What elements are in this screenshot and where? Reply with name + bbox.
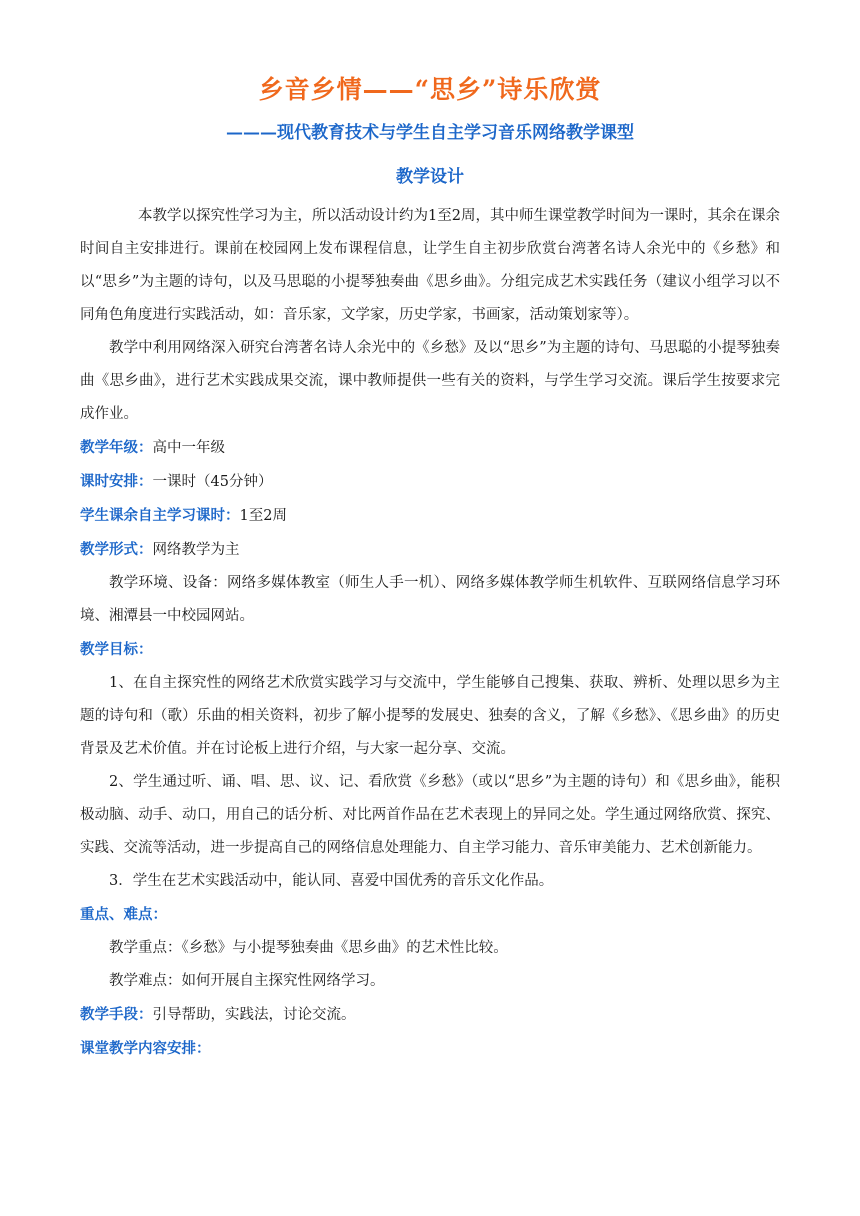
section-title: 教学设计: [396, 167, 464, 187]
arrangement-heading: [80, 1032, 780, 1066]
schedule-value: 一课时（45分钟）: [152, 474, 273, 490]
intro-paragraph-1: 本教学以探究性学习为主，所以活动设计约为1至2周，其中师生课堂教学时间为一课时，其余在课余时间自主安排进行。课前在校园网上发布课程信息，让学生自主初步欣赏台湾著名诗人余光中的《乡愁》和以“思乡”为主题的诗句，以及马思聪的小提琴独奏曲《思乡曲》。分组完成艺术实践任务（建议小组学习以不同角色角度进行实践活动，如：音乐家，文学家，历史学家，书画家，活动策划家等）。: [80, 208, 780, 323]
goal-item-2: 2、学生通过听、诵、唱、思、议、记、看欣赏《乡愁》（或以“思乡”为主题的诗句）和《思乡曲》，能积极动脑、动手、动口，用自己的话分析、对比两首作品在艺术表现上的异同之处。学生通过网络欣赏、探究、实践、交流等活动，进一步提高自己的网络信息处理能力、自主学习能力、音乐审美能力、艺术创新能力。: [80, 774, 780, 856]
key-points-heading: [80, 898, 780, 932]
document-title: 乡音乡情——“思乡”诗乐欣赏: [258, 75, 602, 104]
means-value: 引导帮助，实践法，讨论交流。: [152, 1007, 356, 1023]
grade-value: 高中一年级: [152, 440, 225, 456]
document-page: [80, 72, 780, 1066]
goals-label: 教学目标：: [80, 641, 153, 658]
document-subtitle: ———现代教育技术与学生自主学习音乐网络教学课型: [226, 123, 634, 143]
key-focus: 教学重点：《乡愁》与小提琴独奏曲《思乡曲》的艺术性比较。: [109, 940, 508, 956]
grade-label: 教学年级：: [80, 439, 153, 456]
means-line: [80, 998, 780, 1032]
goals-heading: [80, 633, 780, 667]
form-label: 教学形式：: [80, 541, 153, 558]
form-value: 网络教学为主: [152, 542, 240, 558]
key-difficulty: 教学难点：如何开展自主探究性网络学习。: [109, 973, 385, 989]
form-line: [80, 533, 780, 567]
key-points-label: 重点、难点：: [80, 906, 167, 923]
goal-item-1: 1、在自主探究性的网络艺术欣赏实践学习与交流中，学生能够自己搜集、获取、辨析、处理以思乡为主题的诗句和（歌）乐曲的相关资料，初步了解小提琴的发展史、独奏的含义，了解《乡愁》、《思乡曲》的历史背景及艺术价值。并在讨论板上进行介绍，与大家一起分享、交流。: [80, 675, 780, 757]
environment-paragraph: 教学环境、设备：网络多媒体教室（师生人手一机）、网络多媒体教学师生机软件、互联网络信息学习环境、湘潭县一中校园网站。: [80, 575, 780, 624]
self-study-line: [80, 499, 780, 533]
intro-paragraph-2: 教学中利用网络深入研究台湾著名诗人余光中的《乡愁》及以“思乡”为主题的诗句、马思聪的小提琴独奏曲《思乡曲》，进行艺术实践成果交流，课中教师提供一些有关的资料，与学生学习交流。课后学生按要求完成作业。: [80, 340, 780, 422]
self-study-label: 学生课余自主学习课时：: [80, 507, 240, 524]
schedule-label: 课时安排：: [80, 473, 153, 490]
goal-item-3: 3．学生在艺术实践活动中，能认同、喜爱中国优秀的音乐文化作品。: [109, 873, 554, 889]
means-label: 教学手段：: [80, 1006, 153, 1023]
grade-line: [80, 431, 780, 465]
schedule-line: [80, 465, 780, 499]
self-study-value: 1至2周: [239, 508, 287, 524]
arrangement-label: 课堂教学内容安排：: [80, 1040, 211, 1057]
